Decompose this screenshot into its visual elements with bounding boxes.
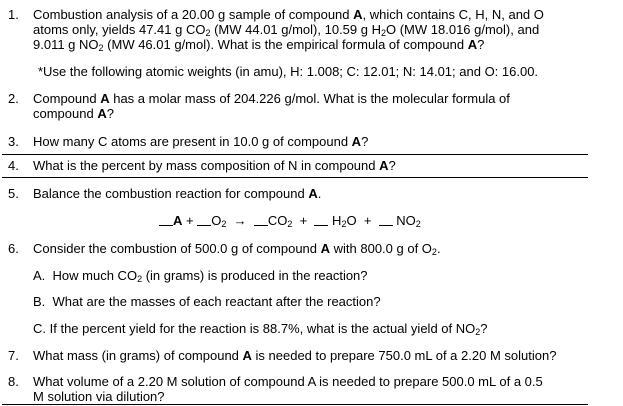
q1-line1: Combustion analysis of a 20.00 g sample of compound A, which contains C, H, N, and O	[33, 7, 544, 22]
q4-number: 4.	[8, 158, 19, 173]
q5-number: 5.	[8, 186, 19, 201]
q6-part-a: A. How much $CO_2$ (in grams) is produced in the reaction?	[33, 268, 368, 284]
q8-number: 8.	[8, 374, 19, 389]
divider	[2, 154, 588, 155]
q1-line2: atoms only, yields 47.41 g $CO_2$ (MW 44.01 g/mol), 10.59 g $H_2O$ (MW 18.016 g/mol), and	[33, 22, 540, 38]
q8-line1: What volume of a 2.20 M solution of compound A is needed to prepare 500.0 mL of a 0.5	[33, 374, 543, 389]
q2-line1: Compound A has a molar mass of 204.226 g/mol. What is the molecular formula of	[33, 91, 510, 106]
q6-number: 6.	[8, 241, 19, 256]
q1-atomic-weights-note: *Use the following atomic weights (in amu), H: 1.008; C: 12.01; N: 14.01; and O: 16.00.	[38, 64, 539, 79]
q1-line3: 9.011 g $NO_2$ (MW 46.01 g/mol). What is the empirical formula of compound A?	[33, 37, 485, 53]
q2-line2: compound A?	[33, 106, 114, 121]
q7-number: 7.	[8, 348, 19, 363]
q3-text: How many C atoms are present in 10.0 g of compound A?	[33, 134, 369, 149]
combustion-equation: $A + O_2 \to CO_2$ + $H_2O$ + $NO_2$	[159, 213, 421, 228]
q6-part-c: C. If the percent yield for the reaction is 88.7%, what is the actual yield of $NO_2$?	[33, 321, 488, 337]
divider	[2, 177, 588, 178]
divider	[2, 404, 588, 405]
q6-text: Consider the combustion of 500.0 g of compound A with 800.0 g of $O_2$.	[33, 241, 441, 257]
q2-number: 2.	[8, 91, 19, 106]
q3-number: 3.	[8, 134, 19, 149]
q7-text: What mass (in grams) of compound A is needed to prepare 750.0 mL of a 2.20 M solution?	[33, 348, 557, 363]
q8-line2: M solution via dilution?	[33, 389, 165, 404]
q5-text: Balance the combustion reaction for compound A.	[33, 186, 322, 201]
q6-part-b: B. What are the masses of each reactant after the reaction?	[33, 294, 381, 309]
q4-text: What is the percent by mass composition of N in compound A?	[33, 158, 396, 173]
q1-number: 1.	[8, 7, 19, 22]
